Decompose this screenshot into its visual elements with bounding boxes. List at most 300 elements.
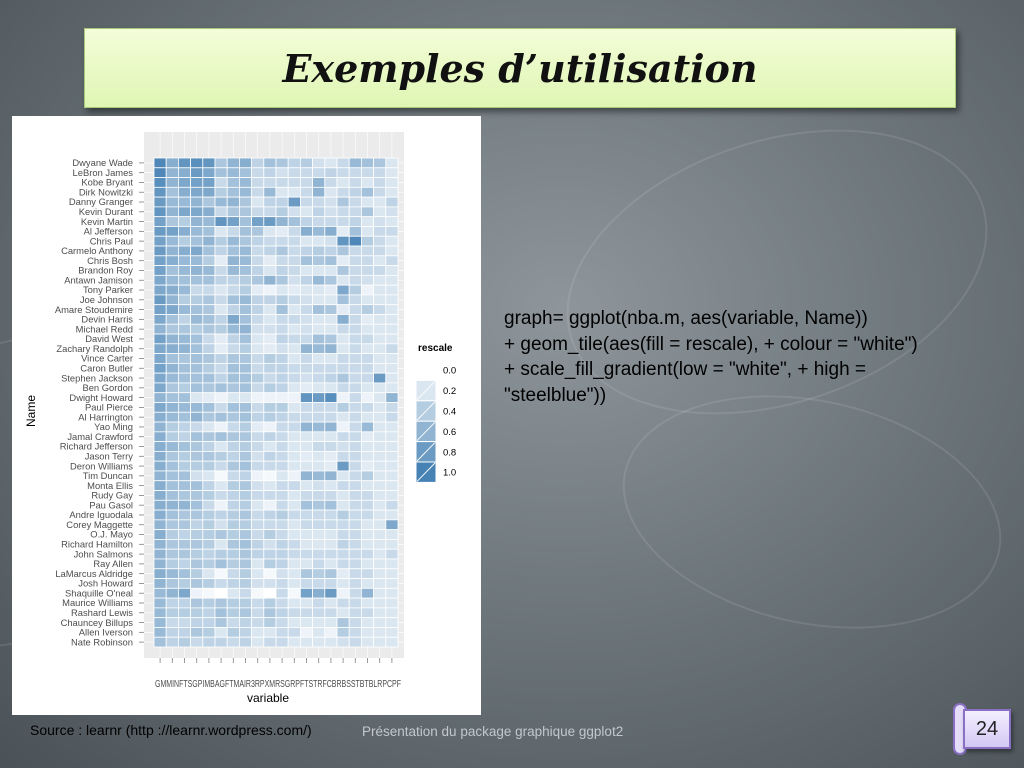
slide-title: Exemples d’utilisation (282, 45, 758, 91)
heatmap-tile (313, 373, 325, 383)
heatmap-tile (374, 324, 386, 334)
heatmap-tile (203, 618, 215, 628)
heatmap-tile (191, 334, 203, 344)
heatmap-tile (166, 451, 178, 461)
heatmap-tile (349, 637, 361, 647)
heatmap-tile (215, 618, 227, 628)
heatmap-tile (337, 178, 349, 188)
heatmap-tile (252, 588, 264, 598)
heatmap-tile (215, 324, 227, 334)
heatmap-tile (203, 158, 215, 168)
heatmap-tile (178, 383, 190, 393)
heatmap-tile (325, 226, 337, 236)
heatmap-tile (325, 266, 337, 276)
heatmap-tile (374, 451, 386, 461)
heatmap-tile (313, 324, 325, 334)
y-tick-label: Kobe Bryant (81, 176, 133, 188)
heatmap-tile (374, 246, 386, 256)
heatmap-tile (386, 481, 398, 491)
heatmap-tile (227, 500, 239, 510)
heatmap-tile (215, 354, 227, 364)
heatmap-tile (154, 569, 166, 579)
heatmap-tile (349, 207, 361, 217)
heatmap-tile (313, 608, 325, 618)
heatmap-tile (276, 383, 288, 393)
heatmap-tile (276, 579, 288, 589)
heatmap-tile (215, 246, 227, 256)
heatmap-tile (215, 295, 227, 305)
heatmap-tile (361, 510, 373, 520)
heatmap-tile (325, 637, 337, 647)
heatmap-tile (252, 207, 264, 217)
heatmap-tile (276, 403, 288, 413)
heatmap-tile (239, 461, 251, 471)
heatmap-tile (252, 618, 264, 628)
heatmap-tile (313, 354, 325, 364)
heatmap-tile (239, 334, 251, 344)
heatmap-tile (325, 569, 337, 579)
y-tick-label: Al Jefferson (83, 225, 133, 237)
heatmap-tile (361, 393, 373, 403)
heatmap-tile (386, 500, 398, 510)
heatmap-tile (374, 432, 386, 442)
heatmap-tile (215, 373, 227, 383)
heatmap-tile (154, 168, 166, 178)
heatmap-tile (191, 422, 203, 432)
heatmap-tile (154, 432, 166, 442)
heatmap-tile (300, 520, 312, 530)
heatmap-tile (239, 305, 251, 315)
heatmap-tile (215, 207, 227, 217)
heatmap-tile (191, 530, 203, 540)
heatmap-tile (349, 579, 361, 589)
heatmap-tile (154, 197, 166, 207)
heatmap-tile (178, 256, 190, 266)
heatmap-tile (386, 588, 398, 598)
heatmap-tile (361, 637, 373, 647)
heatmap-tile (374, 520, 386, 530)
heatmap-tile (349, 275, 361, 285)
heatmap-tile (239, 226, 251, 236)
heatmap-tile (227, 178, 239, 188)
y-tick-label: Carmelo Anthony (61, 245, 133, 257)
heatmap-tile (276, 510, 288, 520)
heatmap-tile (239, 569, 251, 579)
y-tick-label: Shaquille O'neal (65, 587, 133, 599)
heatmap-tile (337, 491, 349, 501)
heatmap-tile (215, 393, 227, 403)
heatmap-tile (300, 432, 312, 442)
heatmap-tile (252, 412, 264, 422)
heatmap-tile (264, 324, 276, 334)
y-tick-label: Zachary Randolph (56, 342, 133, 354)
heatmap-tile (252, 579, 264, 589)
heatmap-tile (227, 226, 239, 236)
heatmap-tile (276, 168, 288, 178)
heatmap-tile (191, 549, 203, 559)
heatmap-tile (239, 236, 251, 246)
heatmap-tile (386, 627, 398, 637)
heatmap-tile (203, 363, 215, 373)
y-tick-label: Caron Butler (80, 362, 133, 374)
heatmap-tile (203, 422, 215, 432)
heatmap-tile (276, 569, 288, 579)
heatmap-tile (313, 481, 325, 491)
heatmap-tile (300, 510, 312, 520)
heatmap-tile (386, 158, 398, 168)
heatmap-tile (288, 373, 300, 383)
heatmap-tile (178, 314, 190, 324)
heatmap-tile (276, 598, 288, 608)
heatmap-tile (349, 334, 361, 344)
heatmap-tile (166, 471, 178, 481)
heatmap-tile (361, 246, 373, 256)
heatmap-tile (386, 422, 398, 432)
heatmap-tile (337, 324, 349, 334)
heatmap-tile (300, 451, 312, 461)
heatmap-tile (374, 549, 386, 559)
heatmap-tile (203, 383, 215, 393)
heatmap-tile (288, 305, 300, 315)
heatmap-tile (178, 354, 190, 364)
heatmap-tile (215, 403, 227, 413)
heatmap-tile (325, 618, 337, 628)
heatmap-tile (264, 246, 276, 256)
heatmap-tile (361, 549, 373, 559)
heatmap-tile (386, 197, 398, 207)
heatmap-tile (178, 510, 190, 520)
heatmap-tile (191, 500, 203, 510)
y-tick-label: Joe Johnson (79, 294, 133, 306)
heatmap-tile (288, 187, 300, 197)
heatmap-tile (349, 197, 361, 207)
heatmap-tile (215, 500, 227, 510)
heatmap-tile (264, 608, 276, 618)
heatmap-tile (191, 256, 203, 266)
heatmap-tile (252, 432, 264, 442)
heatmap-tile (239, 451, 251, 461)
heatmap-tile (300, 217, 312, 227)
heatmap-tile (203, 432, 215, 442)
heatmap-tile (166, 627, 178, 637)
heatmap-tile (227, 588, 239, 598)
heatmap-tile (361, 226, 373, 236)
heatmap-tile (203, 285, 215, 295)
heatmap-tile (178, 393, 190, 403)
heatmap-tile (361, 579, 373, 589)
heatmap-tile (166, 197, 178, 207)
heatmap-tile (337, 305, 349, 315)
heatmap-tile (288, 637, 300, 647)
heatmap-tile (349, 491, 361, 501)
heatmap-tile (313, 422, 325, 432)
heatmap-tile (313, 334, 325, 344)
heatmap-tile (178, 637, 190, 647)
heatmap-tile (264, 207, 276, 217)
heatmap-tile (154, 236, 166, 246)
heatmap-tile (191, 373, 203, 383)
heatmap-tile (276, 549, 288, 559)
y-tick-label: Andre Iguodala (69, 509, 133, 521)
heatmap-tile (191, 393, 203, 403)
heatmap-tile (361, 314, 373, 324)
heatmap-tile (349, 598, 361, 608)
heatmap-tile (239, 256, 251, 266)
heatmap-tile (313, 579, 325, 589)
heatmap-tile (264, 461, 276, 471)
heatmap-tile (239, 275, 251, 285)
heatmap-tile (191, 559, 203, 569)
heatmap-tile (325, 442, 337, 452)
heatmap-tile (300, 383, 312, 393)
heatmap-tile (215, 461, 227, 471)
heatmap-tile (227, 393, 239, 403)
legend-label: 0.6 (443, 426, 457, 438)
heatmap-tile (178, 178, 190, 188)
heatmap-tile (203, 520, 215, 530)
heatmap-tile (361, 158, 373, 168)
heatmap-tile (252, 187, 264, 197)
heatmap-tile (374, 412, 386, 422)
heatmap-tile (178, 344, 190, 354)
heatmap-tile (276, 344, 288, 354)
heatmap-tile (227, 354, 239, 364)
heatmap-tile (166, 363, 178, 373)
heatmap-tile (203, 579, 215, 589)
heatmap-tile (361, 588, 373, 598)
y-tick-label: Al Harrington (78, 411, 133, 423)
heatmap-tile (264, 168, 276, 178)
heatmap-tile (252, 559, 264, 569)
heatmap-tile (166, 158, 178, 168)
heatmap-tile (313, 539, 325, 549)
heatmap-tile (374, 334, 386, 344)
heatmap-tile (264, 275, 276, 285)
heatmap-tile (154, 530, 166, 540)
heatmap-tile (166, 373, 178, 383)
heatmap-tile (325, 187, 337, 197)
y-tick-label: John Salmons (73, 548, 133, 560)
heatmap-tile (374, 373, 386, 383)
heatmap-tile (252, 275, 264, 285)
heatmap-tile (325, 471, 337, 481)
heatmap-tile (252, 344, 264, 354)
heatmap-tile (203, 314, 215, 324)
heatmap-tile (349, 608, 361, 618)
heatmap-tile (227, 344, 239, 354)
heatmap-tile (215, 197, 227, 207)
heatmap-tile (374, 236, 386, 246)
heatmap-tile (337, 608, 349, 618)
heatmap-tile (288, 295, 300, 305)
heatmap-tile (361, 217, 373, 227)
heatmap-tile (215, 608, 227, 618)
heatmap-tile (361, 451, 373, 461)
heatmap-tile (203, 569, 215, 579)
heatmap-tile (288, 275, 300, 285)
heatmap-tile (337, 520, 349, 530)
heatmap-tile (300, 627, 312, 637)
heatmap-tile (215, 637, 227, 647)
heatmap-tile (178, 324, 190, 334)
heatmap-tile (337, 569, 349, 579)
legend-label: 0.0 (443, 365, 457, 377)
heatmap-tile (337, 383, 349, 393)
heatmap-tile (325, 305, 337, 315)
heatmap-tile (361, 275, 373, 285)
heatmap-tile (325, 598, 337, 608)
heatmap-tile (386, 207, 398, 217)
heatmap-tile (386, 246, 398, 256)
heatmap-tile (239, 491, 251, 501)
heatmap-tile (386, 559, 398, 569)
heatmap-tile (154, 275, 166, 285)
heatmap-tile (264, 178, 276, 188)
heatmap-tile (374, 608, 386, 618)
heatmap-tile (313, 285, 325, 295)
heatmap-tile (227, 207, 239, 217)
y-tick-label: Jason Terry (84, 450, 133, 462)
heatmap-tile (191, 618, 203, 628)
heatmap-tile (178, 236, 190, 246)
heatmap-tile (361, 627, 373, 637)
heatmap-tile (374, 187, 386, 197)
heatmap-tile (252, 500, 264, 510)
heatmap-tile (203, 608, 215, 618)
heatmap-tile (276, 305, 288, 315)
heatmap-tile (374, 158, 386, 168)
heatmap-tile (227, 510, 239, 520)
heatmap-tile (337, 627, 349, 637)
heatmap-tile (349, 451, 361, 461)
y-tick-label: Josh Howard (78, 577, 133, 589)
heatmap-tile (325, 432, 337, 442)
heatmap-tile (227, 569, 239, 579)
heatmap-tile (227, 363, 239, 373)
y-tick-label: Corey Maggette (66, 518, 133, 530)
heatmap-tile (300, 569, 312, 579)
heatmap-tile (227, 256, 239, 266)
heatmap-tile (191, 403, 203, 413)
heatmap-tile (349, 266, 361, 276)
heatmap-tile (191, 579, 203, 589)
heatmap-tile (337, 588, 349, 598)
heatmap-tile (313, 588, 325, 598)
heatmap-tile (154, 481, 166, 491)
heatmap-tile (386, 539, 398, 549)
heatmap-tile (252, 168, 264, 178)
heatmap-tile (300, 373, 312, 383)
heatmap-tile (288, 324, 300, 334)
heatmap-tile (276, 266, 288, 276)
heatmap-tile (239, 549, 251, 559)
heatmap-tile (178, 295, 190, 305)
heatmap-tile (386, 187, 398, 197)
heatmap-tile (337, 442, 349, 452)
heatmap-tile (203, 187, 215, 197)
heatmap-tile (203, 451, 215, 461)
heatmap-tile (227, 383, 239, 393)
heatmap-tile (227, 285, 239, 295)
heatmap-tile (239, 187, 251, 197)
heatmap-tile (252, 226, 264, 236)
heatmap-tile (191, 383, 203, 393)
heatmap-tile (386, 373, 398, 383)
heatmap-tile (191, 539, 203, 549)
heatmap-tile (374, 207, 386, 217)
heatmap-tile (300, 559, 312, 569)
heatmap-tile (276, 207, 288, 217)
heatmap-tile (203, 559, 215, 569)
heatmap-tile (325, 393, 337, 403)
y-tick-label: Chris Bosh (87, 254, 133, 266)
heatmap-tile (191, 236, 203, 246)
heatmap-tile (288, 451, 300, 461)
heatmap-tile (227, 608, 239, 618)
heatmap-tile (300, 608, 312, 618)
heatmap-tile (288, 549, 300, 559)
heatmap-tile (215, 549, 227, 559)
heatmap-tile (374, 569, 386, 579)
heatmap-tile (288, 226, 300, 236)
heatmap-tile (178, 246, 190, 256)
heatmap-tile (252, 491, 264, 501)
heatmap-tile (215, 363, 227, 373)
heatmap-tile (300, 549, 312, 559)
heatmap-tile (215, 236, 227, 246)
heatmap-tile (264, 520, 276, 530)
heatmap-tile (215, 168, 227, 178)
heatmap-tile (276, 412, 288, 422)
heatmap-tile (374, 383, 386, 393)
heatmap-tile (191, 627, 203, 637)
heatmap-tile (154, 471, 166, 481)
heatmap-tile (288, 500, 300, 510)
heatmap-tile (154, 618, 166, 628)
heatmap-tile (215, 383, 227, 393)
heatmap-tile (252, 246, 264, 256)
heatmap-tile (300, 314, 312, 324)
heatmap-tile (288, 236, 300, 246)
heatmap-tile (300, 344, 312, 354)
heatmap-tile (361, 178, 373, 188)
heatmap-tile (227, 305, 239, 315)
heatmap-tile (276, 500, 288, 510)
heatmap-tile (386, 285, 398, 295)
heatmap-tile (215, 187, 227, 197)
heatmap-tile (300, 393, 312, 403)
heatmap-tile (154, 442, 166, 452)
heatmap-tile (337, 530, 349, 540)
heatmap-tile (154, 461, 166, 471)
y-tick-label: Rashard Lewis (70, 606, 133, 618)
heatmap-tile (300, 579, 312, 589)
heatmap-tile (349, 412, 361, 422)
heatmap-tile (178, 432, 190, 442)
heatmap-tile (191, 305, 203, 315)
heatmap-tile (191, 285, 203, 295)
y-tick-label: Tony Parker (82, 284, 133, 296)
heatmap-tile (361, 569, 373, 579)
heatmap-tile (386, 569, 398, 579)
heatmap-tile (178, 471, 190, 481)
heatmap-tile (252, 295, 264, 305)
heatmap-tile (337, 226, 349, 236)
heatmap-tile (154, 383, 166, 393)
heatmap-tile (300, 334, 312, 344)
heatmap-tile (349, 403, 361, 413)
heatmap-tile (166, 275, 178, 285)
